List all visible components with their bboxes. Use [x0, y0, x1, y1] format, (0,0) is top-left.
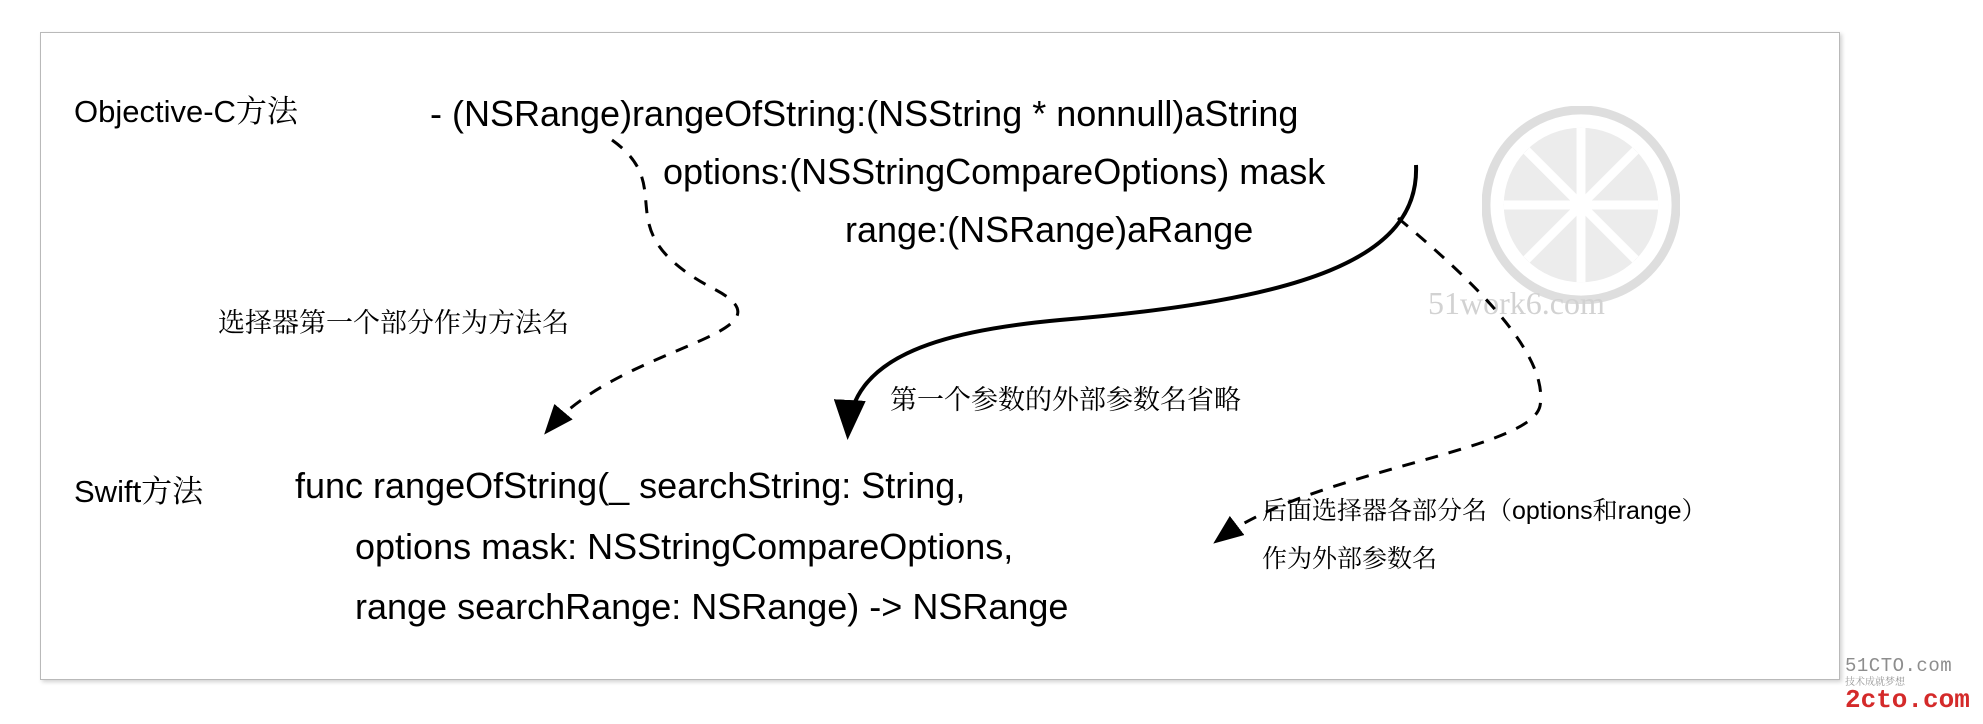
logo-sub-text: 技术成就梦想 [1845, 677, 1905, 688]
annotation-first-param-omitted: 第一个参数的外部参数名省略 [890, 385, 1241, 415]
objc-code-line-3: range:(NSRange)aRange [845, 209, 1254, 250]
objc-code-line-2: options:(NSStringCompareOptions) mask [663, 151, 1326, 192]
annotation-selector-first-part: 选择器第一个部分作为方法名 [218, 308, 569, 338]
annotation-external-names-line-2: 作为外部参数名 [1262, 545, 1438, 573]
swift-code-line-3: range searchRange: NSRange) -> NSRange [355, 586, 1069, 627]
objc-section-label: Objective-C方法 [74, 94, 298, 129]
swift-code-line-1: func rangeOfString(_ searchString: String, [295, 465, 966, 506]
citrus-watermark-icon [1482, 106, 1680, 304]
annotation-external-names-line-1: 后面选择器各部分名（options和range） [1262, 497, 1707, 525]
swift-code-line-2: options mask: NSStringCompareOptions, [355, 526, 1014, 567]
logo-bottom-text: 2cto.com [1845, 685, 1970, 715]
site-logo [1845, 655, 1970, 715]
swift-section-label: Swift方法 [74, 474, 204, 509]
logo-top-text: 51CTO.com [1845, 655, 1953, 677]
watermark-site-text: 51work6.com [1428, 285, 1605, 321]
objc-code-line-1: - (NSRange)rangeOfString:(NSString * nonnull)aString [430, 93, 1299, 134]
